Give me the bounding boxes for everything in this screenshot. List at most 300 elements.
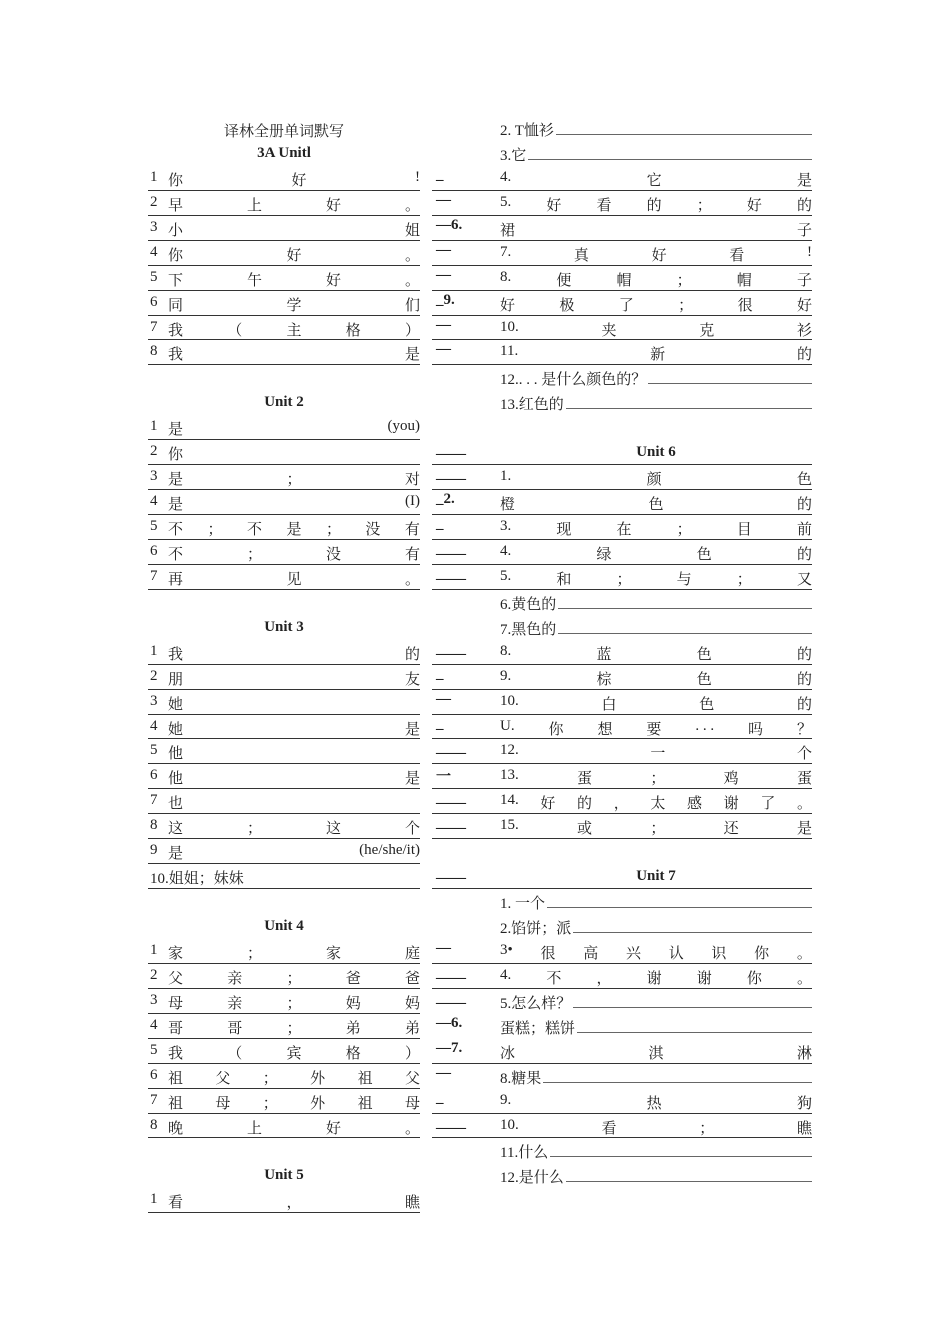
vocab-char: 的 [646,197,662,214]
item-number: 10. [500,1116,519,1133]
vocab-char: 看 [729,247,745,264]
vocab-row [432,939,812,964]
vocab-row [148,565,420,590]
vocab-words [500,817,812,838]
vocab-char: 前 [796,522,812,538]
item-number: 1 [150,1191,158,1208]
vocab-char: 亲 [227,995,243,1012]
item-number: 4 [150,493,158,510]
vocab-char: 瞧 [404,1195,420,1212]
item-number: 3 [150,468,158,485]
vocab-char: 个 [404,821,420,838]
vocab-char: 弟 [404,1020,420,1037]
vocab-row [432,1089,812,1114]
vocab-char: 是 [404,771,420,788]
vocab-char: 颜 [646,472,662,489]
vocab-char: ； [207,522,223,538]
fill-in-item [500,618,812,639]
answer-mark: _ [436,665,444,682]
vocab-char: 我 [168,1045,184,1062]
item-number: 10. [500,692,519,709]
vocab-char: 见 [286,571,302,588]
vocab-char: 要 [646,721,662,738]
vocab-row [432,914,812,939]
vocab-char: 。 [796,796,812,813]
answer-mark: ____ [436,964,466,981]
item-label: 12.是什么 [500,1170,564,1187]
vocab-row [432,814,812,839]
vocab-words [500,718,812,739]
vocab-words [150,867,420,888]
vocab-char: 母 [168,995,184,1012]
vocab-row [148,166,420,191]
vocab-char: 祖 [357,1095,373,1112]
answer-line [550,1141,812,1157]
item-number: 4. [500,966,512,983]
vocab-char: 的 [796,696,812,713]
item-number: 3• [500,941,513,958]
vocab-row [432,1064,812,1089]
vocab-char: ! [415,168,420,185]
vocab-char: 祖 [357,1070,373,1087]
fill-in-item [500,992,812,1013]
vocab-char: 上 [246,1120,262,1137]
fill-in-item [500,917,812,938]
vocab-row [432,640,812,665]
vocab-char: 这 [168,821,184,838]
vocab-char: 感 [687,796,703,813]
vocab-char: 或 [577,821,593,838]
vocab-char: 淋 [796,1045,812,1062]
answer-mark: — [436,939,451,956]
vocab-row [432,690,812,715]
vocab-char: 绿 [596,546,612,563]
answer-line [558,618,812,634]
vocab-char: 她 [168,721,184,738]
item-number: 1 [150,941,158,958]
vocab-words [500,643,812,664]
item-number: 5 [150,518,158,534]
vocab-words [168,742,420,763]
spacer-row [148,889,420,914]
vocab-char: 不 [168,522,184,538]
answer-line [547,892,812,908]
item-number: 6 [150,767,158,784]
vocab-char: 是 [168,472,184,489]
vocab-words [168,1042,420,1063]
page-title: 译林全册单词默写 [223,124,344,140]
item-number: 10. [500,318,519,335]
vocab-row [432,141,812,166]
vocab-char: 淇 [648,1045,664,1062]
vocab-char: ； [616,571,632,588]
vocab-char: (he/she/it) [359,842,420,859]
vocab-row [148,814,420,839]
vocab-char: 你 [168,447,184,464]
answer-line [577,1017,812,1033]
answer-mark: ____ [436,815,466,832]
left-column [148,116,420,1213]
vocab-char: 父 [168,970,184,987]
vocab-char: 外 [310,1070,326,1087]
vocab-char: 色 [648,497,664,514]
answer-mark: —7. [436,1039,463,1056]
answer-mark: —6. [436,1014,463,1031]
vocab-char: ； [262,1070,278,1087]
vocab-char: 。 [404,272,420,289]
vocab-char: 你 [168,247,184,264]
item-number: 1 [150,168,158,185]
vocab-char: 的 [404,646,420,663]
vocab-char: ； [286,1020,302,1037]
vocab-char: ； [676,522,692,538]
vocab-words [500,269,812,290]
vocab-char: 不 [546,970,562,987]
vocab-char: 目 [736,522,752,538]
vocab-row [432,166,812,191]
answer-mark: ____ [436,865,466,882]
vocab-row [432,590,812,615]
vocab-char: 色 [696,646,712,663]
vocab-char: 好 [651,247,667,264]
vocab-row [148,515,420,540]
item-number: 5 [150,742,158,759]
answer-mark: 一 [436,769,452,786]
vocab-words [500,343,812,364]
item-number: 4 [150,717,158,734]
item-number: 5. [500,193,512,210]
vocab-char: ） [404,322,420,339]
vocab-char: 母 [404,1095,420,1112]
vocab-char: 了 [618,297,634,314]
vocab-char: 子 [796,222,812,239]
vocab-words [500,668,812,689]
vocab-char: 晚 [168,1120,184,1137]
answer-line [528,144,812,160]
vocab-char: 她 [168,696,184,713]
vocab-row [148,864,420,889]
answer-line [566,393,812,409]
vocab-char: 瞧 [796,1120,812,1137]
vocab-char: 你 [746,970,762,987]
vocab-char: 你 [754,945,770,962]
vocab-row [148,1039,420,1064]
vocab-words [168,418,420,439]
vocab-char: 宾 [286,1045,302,1062]
vocab-row [432,989,812,1014]
vocab-char: 好 [546,197,562,214]
item-label: 蛋糕；糕饼 [500,1020,576,1037]
vocab-char: 。 [796,945,812,962]
vocab-char: 不 [246,522,262,538]
vocab-char: 他 [168,746,184,763]
vocab-char: 10.姐姐；妹妹 [150,871,244,888]
vocab-char: 祖 [168,1070,184,1087]
item-number: 8. [500,268,512,285]
vocab-char: 家 [168,945,184,962]
vocab-char: 早 [168,197,184,214]
vocab-words [168,194,420,215]
answer-line [566,1166,812,1182]
answer-mark: _9. [436,291,455,308]
fill-in-item [500,393,812,414]
vocab-words [168,718,420,739]
vocab-char: 看 [596,197,612,214]
vocab-words [500,792,812,813]
vocab-char: ； [696,197,712,214]
vocab-char: 帽 [616,272,632,289]
vocab-char: ； [650,771,666,788]
vocab-words [168,1017,420,1038]
answer-mark: ____ [436,540,466,557]
vocab-char: 兴 [625,945,641,962]
vocab-char: 吗 [748,721,764,738]
vocab-row [148,739,420,764]
item-number: 5 [150,268,158,285]
vocab-row [432,340,812,365]
vocab-words [500,1117,812,1138]
vocab-words [168,767,420,788]
vocab-words [500,244,812,265]
item-label: 12.. . . 是什么颜色的？ [500,372,647,389]
vocab-words [500,1092,812,1113]
item-number: 3 [150,991,158,1008]
vocab-char: 的 [796,671,812,688]
vocab-char: 是 [404,347,420,364]
vocab-char: 格 [345,1045,361,1062]
vocab-words [500,194,812,215]
vocab-words [168,319,420,340]
vocab-char: 好 [746,197,762,214]
vocab-words [500,493,812,514]
vocab-char: 衫 [796,322,812,339]
vocab-char: ； [699,1120,715,1137]
vocab-row [148,490,420,515]
vocab-char: 还 [723,821,739,838]
vocab-char: 。 [796,970,812,987]
answer-mark: — [436,191,451,208]
spacer-row [148,590,420,615]
vocab-char: 没 [365,522,381,538]
vocab-char: 亲 [227,970,243,987]
vocab-char: 再 [168,571,184,588]
vocab-char: ， [286,1195,302,1212]
vocab-char: 家 [325,945,341,962]
vocab-char: 好 [325,1120,341,1137]
answer-mark: ____ [436,989,466,1006]
vocab-char: ； [262,1095,278,1112]
vocab-row [148,340,420,365]
answer-line [543,1067,812,1083]
vocab-char: 是 [796,172,812,189]
answer-line [573,992,812,1008]
answer-mark: ____ [436,790,466,807]
vocab-words [168,817,420,838]
vocab-row [432,540,812,565]
answer-mark: ____ [436,466,466,483]
vocab-char: 克 [699,322,715,339]
item-number: U. [500,717,515,734]
answer-mark: — [436,341,451,358]
item-number: 3 [150,218,158,235]
answer-mark: ____ [436,740,466,757]
vocab-words [168,967,420,988]
vocab-char: 妈 [345,995,361,1012]
vocab-char: 是 [286,522,302,538]
vocab-char: 庭 [404,945,420,962]
item-label: 11.什么 [500,1145,549,1162]
fill-in-item [500,593,812,614]
vocab-row [148,839,420,864]
vocab-row [432,216,812,241]
vocab-row [148,665,420,690]
vocab-row [432,1114,812,1139]
vocab-char: 他 [168,771,184,788]
vocab-words [168,518,420,539]
vocab-row [148,440,420,465]
unit-heading: Unit 5 [264,1167,304,1184]
vocab-char: 友 [404,671,420,688]
item-number: 13. [500,767,519,784]
vocab-char: 色 [699,696,715,713]
vocab-words [168,1092,420,1113]
vocab-words [500,767,812,788]
vocab-char: 的 [796,497,812,514]
vocab-char: 在 [616,522,632,538]
vocab-row [432,665,812,690]
vocab-char: 好 [286,247,302,264]
vocab-words [168,343,420,364]
vocab-words [500,169,812,190]
item-number: 14. [500,792,519,809]
vocab-char: 好 [540,796,556,813]
vocab-char: 我 [168,322,184,339]
vocab-char: 很 [540,945,556,962]
item-number: 7 [150,792,158,809]
vocab-words [168,294,420,315]
vocab-row [148,640,420,665]
vocab-char: ， [613,796,629,813]
vocab-char: 好 [500,297,516,314]
item-number: 4. [500,542,512,559]
vocab-char: 夹 [601,322,617,339]
unit-heading: Unit 2 [264,394,304,411]
item-number: 7 [150,567,158,584]
vocab-char: 我 [168,347,184,364]
vocab-char: (I) [405,493,420,510]
vocab-words [168,1117,420,1138]
vocab-words [500,967,812,988]
vocab-words [168,219,420,240]
vocab-row [432,715,812,740]
vocab-row [148,690,420,715]
vocab-char: 的 [577,796,593,813]
vocab-char: 妈 [404,995,420,1012]
vocab-char: 外 [310,1095,326,1112]
answer-line [558,593,812,609]
answer-mark: ____ [436,640,466,657]
vocab-char: 新 [650,347,666,364]
vocab-row [432,116,812,141]
answer-mark: _ [436,715,444,732]
vocab-char: 父 [215,1070,231,1087]
vocab-row [432,1163,812,1188]
vocab-row [148,964,420,989]
answer-mark: _ [436,1089,444,1106]
vocab-row [432,565,812,590]
vocab-row [432,241,812,266]
vocab-char: 也 [168,796,184,813]
vocab-char: 下 [168,272,184,289]
vocab-char: 对 [404,472,420,489]
unit-heading: Unit 3 [264,618,304,635]
vocab-char: 的 [796,347,812,364]
vocab-words [168,992,420,1013]
vocab-char: 爸 [345,970,361,987]
item-number: 1. [500,468,512,485]
item-number: 2 [150,667,158,684]
vocab-words [500,219,812,240]
fill-in-item [500,1017,812,1038]
vocab-char: 这 [325,821,341,838]
vocab-row [432,266,812,291]
vocab-words [500,543,812,564]
vocab-char: ； [246,821,262,838]
unit-heading: Unit 4 [264,918,304,934]
vocab-char: 不 [168,546,184,563]
vocab-row [432,1138,812,1163]
vocab-char: . . . [695,717,715,734]
vocab-char: 好 [325,197,341,214]
fill-in-item [500,1141,812,1162]
vocab-char: 它 [646,172,662,189]
vocab-char: 你 [548,721,564,738]
answer-mark: — [436,690,451,707]
item-number: 3 [150,692,158,709]
item-number: 2 [150,193,158,210]
answer-mark: _ [436,166,444,183]
vocab-char: ； [736,571,752,588]
vocab-char: 蛋 [577,771,593,788]
vocab-char: 一 [650,746,666,763]
unit-heading-row [432,864,812,889]
vocab-row [148,540,420,565]
vocab-char: 色 [796,472,812,489]
vocab-char: 真 [573,247,589,264]
vocab-row [148,1089,420,1114]
vocab-row [148,939,420,964]
vocab-row [432,1039,812,1064]
item-label: 2. T恤衫 [500,123,554,139]
vocab-char: 是 [404,721,420,738]
vocab-words [168,169,420,190]
vocab-char: 没 [325,546,341,563]
vocab-row [432,490,812,515]
vocab-words [500,742,812,763]
vocab-words [500,518,812,539]
vocab-char: 好 [796,297,812,314]
vocab-char: 便 [556,272,572,289]
item-number: 4 [150,1016,158,1033]
vocab-char: 裙 [500,222,516,239]
vocab-char: 色 [696,671,712,688]
item-number: 2 [150,443,158,460]
item-number: 7 [150,1091,158,1108]
vocab-char: ； [286,472,302,489]
vocab-words [168,244,420,265]
answer-mark: —6. [436,216,463,233]
vocab-row [432,465,812,490]
